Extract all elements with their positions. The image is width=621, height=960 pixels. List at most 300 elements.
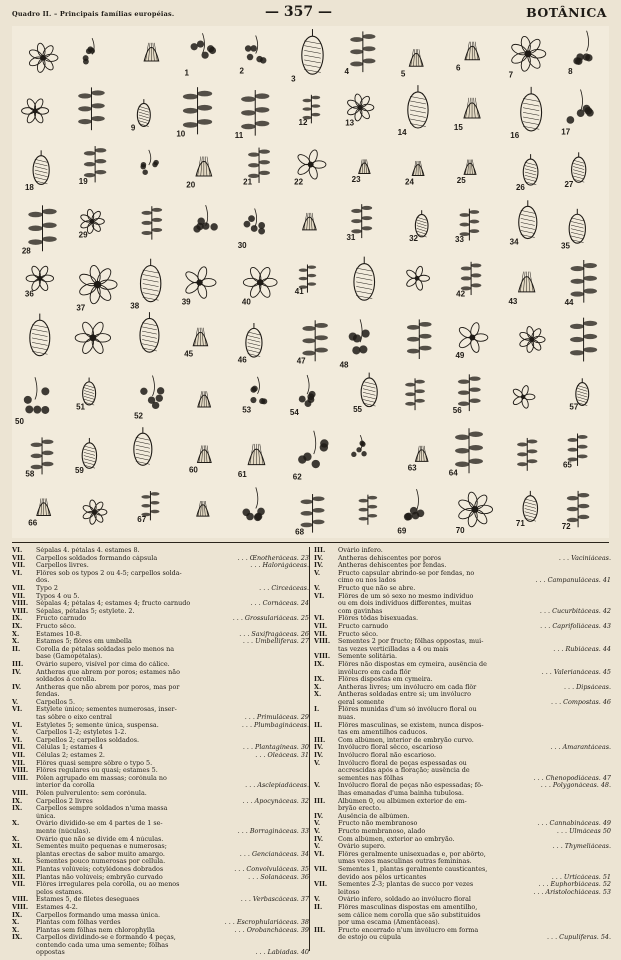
plant-drawing xyxy=(137,99,150,126)
key-text: Fructo sêco. xyxy=(36,622,77,630)
figure-number: 1 xyxy=(184,68,189,78)
figure-number: 39 xyxy=(181,297,191,307)
key-entry xyxy=(12,646,309,654)
key-entry xyxy=(12,653,309,661)
key-text: Antheras que abrem por poros; estames não xyxy=(36,668,180,676)
plant-drawing xyxy=(351,435,367,457)
figure-number: 11 xyxy=(234,130,244,140)
key-text: Flôres dispostas em cymeira. xyxy=(338,676,433,684)
key-family: . . . Labiadas. 40 xyxy=(255,949,309,957)
key-text: Ovário supero, visível por cima do cálice. xyxy=(36,660,170,668)
key-entry xyxy=(12,600,309,608)
key-text: Invólucro floral de peças não espessadas; fô- xyxy=(338,782,484,790)
key-family: . . . Escrophulariáceas. 38 xyxy=(224,919,309,927)
figure-number: 46 xyxy=(237,355,247,365)
plant-drawing xyxy=(141,206,162,239)
key-text: Plantas não volúveis; embryão curvado xyxy=(36,873,163,881)
key-entry xyxy=(12,631,309,639)
key-entry xyxy=(12,676,309,684)
figure-number: 54 xyxy=(289,408,299,418)
key-text: Typo 2 xyxy=(36,584,58,592)
plant-drawing xyxy=(299,375,316,407)
key-text: Células 2; estames 2. xyxy=(36,752,105,760)
key-text: Fructo encerrado n'um invólucro em forma xyxy=(338,926,479,934)
key-text: lhas emanadas d'uma bainha tubulosa. xyxy=(338,790,464,797)
key-text: base (Gamopétalas). xyxy=(36,653,103,661)
key-family: . . . Polygonáceas. 48. xyxy=(540,782,611,790)
key-entry xyxy=(314,706,611,714)
key-text: Estames 5; flôres em umbella xyxy=(36,638,132,646)
key-text: Com albúmen, interior de embryão curvo. xyxy=(338,736,474,744)
plant-drawing xyxy=(570,318,597,362)
key-level: IX. xyxy=(12,911,23,919)
key-text: Typos 4 ou 5. xyxy=(36,592,80,600)
key-level: I. xyxy=(314,706,320,714)
key-level: VIII. xyxy=(12,600,29,608)
key-level: VI. xyxy=(314,592,325,600)
key-level: V. xyxy=(12,729,19,737)
plant-drawing xyxy=(196,157,212,176)
key-entry xyxy=(314,714,611,722)
key-level: V. xyxy=(314,820,321,828)
key-level: VII. xyxy=(12,759,26,767)
key-entry xyxy=(314,623,611,631)
figure-number: 33 xyxy=(455,235,464,245)
plant-drawing xyxy=(183,87,212,134)
figure-number: 48 xyxy=(339,360,349,370)
plant-drawing xyxy=(78,87,105,130)
plant-drawing xyxy=(354,257,375,301)
plant-drawing xyxy=(144,43,159,61)
key-entry xyxy=(314,836,611,844)
figure-number: 68 xyxy=(295,527,305,537)
key-family: . . . Solanáceas. 36 xyxy=(248,873,309,881)
plant-drawing xyxy=(246,323,262,357)
plant-drawing xyxy=(22,98,49,125)
key-entry xyxy=(12,760,309,768)
plant-drawing xyxy=(361,373,377,407)
figure-number: 12 xyxy=(298,117,308,127)
key-family: . . . Oleáceas. 31 xyxy=(255,752,309,760)
plant-drawing xyxy=(302,29,323,74)
figure-number: 28 xyxy=(21,246,31,256)
key-entry xyxy=(314,593,611,601)
key-entry xyxy=(314,790,611,798)
key-family: . . . Valerianáceas. 45 xyxy=(541,668,611,676)
key-family: . . . Circeáceas. xyxy=(259,584,309,592)
figure-number: 50 xyxy=(15,416,24,426)
key-text: Carpellos 1-2; estyletes 1-2. xyxy=(36,729,127,737)
figure-number: 10 xyxy=(176,129,186,139)
key-text: Plantas com fôlhas verdes xyxy=(36,919,121,927)
key-entry xyxy=(314,851,611,859)
plant-drawing xyxy=(191,33,216,59)
key-text: Carpellos dividindo-se e formando 4 peças, xyxy=(36,934,176,942)
key-entry xyxy=(12,881,309,889)
key-text: cimo ou nos lados xyxy=(338,577,396,585)
key-level: XII. xyxy=(12,873,26,881)
plant-drawing xyxy=(521,87,542,131)
key-entry xyxy=(12,615,309,623)
key-entry xyxy=(314,547,611,555)
key-level: II. xyxy=(314,903,323,911)
plant-drawing xyxy=(350,31,375,72)
key-text: fendas. xyxy=(36,691,60,699)
key-family: . . . Urticáceas. 51 xyxy=(551,873,611,881)
key-entry xyxy=(12,889,309,897)
page-number: — 357 — xyxy=(265,4,332,20)
key-text: Flôres sob os typos 2 ou 4-5; carpellos solda- xyxy=(36,569,182,577)
plant-drawing xyxy=(140,375,164,409)
plant-drawing xyxy=(82,499,107,525)
key-level: IX. xyxy=(12,805,23,813)
key-entry xyxy=(12,737,309,745)
key-family: . . . Halorágáceas. xyxy=(250,562,309,570)
key-text: Carpellos sempre soldados n'uma massa xyxy=(36,805,168,813)
key-level: X. xyxy=(12,835,20,843)
key-family: . . . Euphorbiáceas. 52 xyxy=(538,881,611,889)
key-entry xyxy=(314,615,611,623)
plant-drawing xyxy=(301,494,325,533)
key-text: Sementes pouco numerosas por cellula. xyxy=(36,858,166,866)
key-family: . . . Cornáceas. 24 xyxy=(250,600,309,608)
figure-number: 20 xyxy=(186,180,196,190)
key-column-right xyxy=(314,547,611,942)
key-level: VIII. xyxy=(12,903,29,911)
figure-number: 26 xyxy=(515,182,525,192)
key-entry xyxy=(314,828,611,836)
figure-number: 36 xyxy=(24,289,34,299)
figure-number: 25 xyxy=(456,176,466,186)
figure-number: 55 xyxy=(353,404,362,414)
key-entry xyxy=(12,608,309,616)
key-entry xyxy=(314,760,611,768)
figure-number: 18 xyxy=(24,182,34,192)
plant-drawing xyxy=(83,378,96,406)
plant-drawing xyxy=(197,501,209,516)
plant-drawing xyxy=(241,90,269,136)
key-text: Ovário que não se divide em 4 núculas. xyxy=(36,835,164,843)
key-family: . . . Plumbagináceas. xyxy=(241,721,309,729)
page-header xyxy=(0,0,621,26)
key-text: Corolla de pétalas soldadas pelo menos na xyxy=(36,645,175,653)
key-text: Carpellos soldados formando cápsula xyxy=(36,554,158,562)
key-entry xyxy=(314,631,611,639)
key-text: sem cálice nem corolla que são substituídos xyxy=(338,911,481,919)
figure-number: 69 xyxy=(397,526,407,536)
key-level: XI. xyxy=(12,858,23,866)
key-entry xyxy=(314,858,611,866)
key-family: . . . Saxifragáceas. 26 xyxy=(239,630,309,638)
key-entry xyxy=(12,577,309,585)
key-level: VII. xyxy=(314,630,328,638)
key-level: IX. xyxy=(12,615,23,623)
key-text: Antheras que não abrem por poros, mas por xyxy=(36,683,180,691)
key-level: VII. xyxy=(314,881,328,889)
key-level: III. xyxy=(314,547,326,554)
figure-number: 4 xyxy=(344,67,349,77)
section-title: BOTÂNICA xyxy=(526,5,607,20)
key-level: VII. xyxy=(314,622,328,630)
key-text: invólucro em cada flôr xyxy=(338,668,411,676)
key-column-left xyxy=(12,547,309,957)
key-text: Sépalas, pétalas 5; estylete. 2. xyxy=(36,607,135,615)
figure-number: 19 xyxy=(78,177,88,187)
key-text: Estames 5, de filetes deseguaes xyxy=(36,896,140,904)
plant-drawing xyxy=(140,312,159,352)
key-text: por uma escama (Amentáceas). xyxy=(338,919,440,927)
figure-number: 8 xyxy=(568,66,573,76)
key-entry xyxy=(314,767,611,775)
key-text: Carpellos 2; carpellos soldados. xyxy=(36,736,140,744)
key-level: VII. xyxy=(12,881,26,889)
plant-drawing xyxy=(193,328,207,346)
plant-drawing xyxy=(404,489,424,521)
key-level: X. xyxy=(314,691,322,699)
key-level: IV. xyxy=(12,668,22,676)
figure-number: 22 xyxy=(294,177,304,187)
key-level: IV. xyxy=(314,752,324,760)
key-level: VI. xyxy=(12,547,23,554)
key-entry xyxy=(314,699,611,707)
plant-drawing xyxy=(407,319,432,359)
key-text: Flôres munidas d'um só invólucro floral ou xyxy=(338,706,477,714)
plant-drawing xyxy=(567,90,594,124)
key-text: Semente solitária. xyxy=(338,653,398,661)
key-text: Antheras livres; um invólucro em cada flôr xyxy=(338,683,477,691)
key-entry xyxy=(12,593,309,601)
key-text: Plantas volúveis; cotylédones dobrados xyxy=(36,865,164,873)
divider xyxy=(12,542,609,543)
key-level: VII. xyxy=(12,592,26,600)
plant-drawing xyxy=(457,491,492,527)
plant-drawing xyxy=(303,213,317,230)
key-level: IX. xyxy=(314,660,325,668)
key-text: devido aos pêlos urticantes xyxy=(338,873,427,881)
figure-number: 31 xyxy=(346,232,356,242)
key-level: VII. xyxy=(12,744,26,752)
key-level: X. xyxy=(12,820,20,828)
figure-number: 45 xyxy=(184,349,194,359)
key-entry xyxy=(12,912,309,920)
figure-number: 64 xyxy=(448,468,458,478)
key-entry xyxy=(314,722,611,730)
key-entry xyxy=(12,722,309,730)
plant-drawing xyxy=(512,385,535,409)
key-entry xyxy=(314,669,611,677)
plant-drawing xyxy=(245,36,267,64)
plant-drawing xyxy=(569,209,585,243)
key-entry xyxy=(314,881,611,889)
key-entry xyxy=(12,684,309,692)
key-level: III. xyxy=(314,736,326,744)
key-entry xyxy=(314,912,611,920)
key-text: sementes nas fôlhas xyxy=(338,774,404,782)
key-entry xyxy=(12,706,309,714)
key-level: IV. xyxy=(314,812,324,820)
key-entry xyxy=(314,684,611,692)
plant-drawing xyxy=(82,438,96,468)
figure-number: 16 xyxy=(510,130,520,140)
key-text: Fructo sêco. xyxy=(338,630,379,638)
key-entry xyxy=(12,744,309,752)
figure-number: 53 xyxy=(242,405,252,415)
key-entry xyxy=(12,851,309,859)
key-level: VIII. xyxy=(12,607,29,615)
key-entry xyxy=(314,744,611,752)
key-level: IV. xyxy=(314,835,324,843)
figure-number: 70 xyxy=(455,525,465,535)
key-text: de estojo ou cúpula xyxy=(338,934,401,942)
key-family: . . . Convolvuláceas. 35 xyxy=(234,865,309,873)
figure-number: 62 xyxy=(292,472,302,482)
plant-drawing xyxy=(523,154,538,185)
plant-drawing xyxy=(573,31,592,65)
key-entry xyxy=(12,790,309,798)
figure-number: 23 xyxy=(351,174,361,184)
figure-number: 43 xyxy=(508,296,518,306)
plant-drawing xyxy=(244,209,265,235)
key-entry xyxy=(314,874,611,882)
plant-drawing xyxy=(242,487,264,521)
key-text: pelos estames. xyxy=(36,888,84,896)
key-text: Antheras dehiscentes por poros xyxy=(338,554,441,562)
key-level: X. xyxy=(12,926,20,934)
key-level: III. xyxy=(314,926,326,934)
figure-number: 47 xyxy=(296,356,306,366)
key-text: geral somente xyxy=(338,698,385,706)
key-entry xyxy=(314,934,611,942)
plant-drawing xyxy=(298,431,328,468)
plant-drawing xyxy=(455,428,483,473)
key-text: Invólucro floral não escarioso. xyxy=(338,752,437,760)
key-family: . . . Compostas. 46 xyxy=(550,698,611,706)
figure-number: 63 xyxy=(407,463,417,473)
key-entry xyxy=(314,798,611,806)
key-entry xyxy=(314,570,611,578)
plant-drawing xyxy=(140,150,158,175)
key-text: Estames 4-2. xyxy=(36,903,78,911)
plant-drawing xyxy=(359,495,378,525)
key-text: com gavinhas xyxy=(338,607,383,615)
key-family: . . . Œnotheráceas. 23 xyxy=(237,554,309,562)
key-entry xyxy=(12,767,309,775)
key-text: interior da corolla xyxy=(36,782,95,790)
key-text: Albúmen 0, ou albúmen exterior de em- xyxy=(338,797,467,805)
figure-number: 59 xyxy=(74,466,84,476)
column-divider xyxy=(309,547,310,951)
figure-number: 65 xyxy=(562,460,572,470)
figure-number: 42 xyxy=(456,289,466,299)
key-level: IV. xyxy=(314,554,324,562)
figure-number: 29 xyxy=(78,230,88,240)
key-text: Sementes muito pequenas e numerosas; xyxy=(36,843,167,851)
key-level: VIII. xyxy=(314,638,331,646)
key-entry xyxy=(12,638,309,646)
figure-number: 58 xyxy=(25,469,35,479)
key-entry xyxy=(12,691,309,699)
figure-number: 14 xyxy=(397,127,407,137)
figure-number: 34 xyxy=(509,237,519,247)
key-level: VI. xyxy=(314,615,325,623)
key-family: . . . Campanuláceas. 41 xyxy=(535,577,611,585)
key-level: X. xyxy=(12,638,20,646)
key-entry xyxy=(12,866,309,874)
plant-drawing xyxy=(28,205,56,251)
figure-number: 72 xyxy=(561,522,571,532)
key-text: Sépalas 4. pétalas 4. estames 8. xyxy=(36,547,140,554)
key-level: V. xyxy=(314,843,321,851)
figure-number: 60 xyxy=(188,465,198,475)
plant-drawing xyxy=(412,161,424,176)
key-entry xyxy=(12,699,309,707)
key-level: VI. xyxy=(314,850,325,858)
key-family: . . . Verbascáceas. 37 xyxy=(240,896,309,904)
key-entry xyxy=(314,775,611,783)
key-entry xyxy=(12,562,309,570)
figure-number: 7 xyxy=(508,70,514,80)
key-family: . . . Cupulíferas. 54. xyxy=(546,934,611,942)
key-text: Ovário infero, soldado ao invólucro floral xyxy=(338,896,471,904)
key-entry xyxy=(12,813,309,821)
botanical-illustration-plate xyxy=(12,26,609,538)
plant-drawing xyxy=(83,38,95,64)
key-entry xyxy=(314,782,611,790)
plant-drawing xyxy=(405,378,425,410)
figure-number: 41 xyxy=(294,287,304,297)
key-entry xyxy=(314,577,611,585)
key-text: Flôres tôdas bisexuadas. xyxy=(338,615,419,623)
key-level: V. xyxy=(314,827,321,835)
key-text: Flôres não dispostas em cymeira, ausência de xyxy=(338,660,487,668)
plant-drawing xyxy=(464,98,480,118)
key-level: V. xyxy=(314,759,321,767)
key-level: IX. xyxy=(12,797,23,805)
key-text: Com albúmen, exterior ao embryão. xyxy=(338,835,455,843)
key-text: Flôres irregulares pela corolla, ou ao menos xyxy=(36,881,180,889)
key-entry xyxy=(314,919,611,927)
plant-drawing xyxy=(572,152,586,182)
figure-number: 17 xyxy=(561,127,571,137)
key-text: Fructo membranoso, alado xyxy=(338,827,426,835)
figure-number: 49 xyxy=(455,351,465,361)
key-level: VII. xyxy=(12,554,26,562)
key-entry xyxy=(12,729,309,737)
key-level: VIII. xyxy=(12,774,29,782)
key-level: VIII. xyxy=(12,767,29,775)
key-text: Flôres geralmente unisexuadas e, por abôrto, xyxy=(338,850,486,858)
key-text: Fructo não membranoso xyxy=(338,820,418,828)
plant-drawing xyxy=(78,265,117,305)
key-text: mente (núculas). xyxy=(36,827,91,835)
figure-number: 66 xyxy=(28,518,38,528)
key-text: Flôres de um só sexo no mesmo indivíduo xyxy=(338,592,474,600)
key-level: II. xyxy=(12,645,21,653)
key-family: . . . Ulmáceas 50 xyxy=(556,827,611,835)
figure-number: 51 xyxy=(76,402,86,412)
plant-drawing xyxy=(248,444,265,465)
plant-drawing xyxy=(250,377,267,405)
key-text: accrescidas após a floração; ausência de xyxy=(338,767,470,775)
key-level: IX. xyxy=(12,622,23,630)
figure-number: 2 xyxy=(239,66,244,76)
plant-drawing xyxy=(519,326,545,353)
plant-drawing xyxy=(37,498,51,515)
key-family: . . . Umbelliferas. 27 xyxy=(242,638,309,646)
key-entry xyxy=(314,896,611,904)
key-text: Pólen agrupado em massas; corónula no xyxy=(36,774,167,782)
plant-drawing xyxy=(405,266,429,291)
